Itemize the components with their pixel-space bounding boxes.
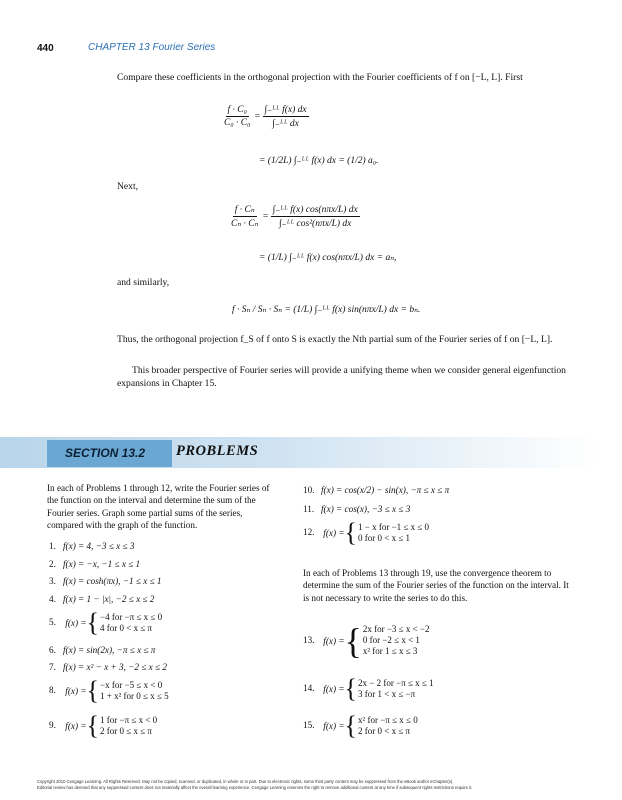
eq3-lhs-num: f · Cₙ bbox=[234, 205, 255, 215]
equation-an-result: = (1/L) ∫₋ᴸᴸ f(x) cos(nπx/L) dx = aₙ, bbox=[259, 253, 397, 263]
problem-12: 12. f(x) = { 1 − x for −1 ≤ x ≤ 0 0 for 0 < x ≤ 1 bbox=[303, 518, 430, 547]
section-number: SECTION 13.2 bbox=[65, 446, 146, 460]
perspective-paragraph: This broader perspective of Fourier series will provide a unifying theme when we consider general eigenfunction expansions in Chapter 15. bbox=[117, 365, 566, 389]
eq3-rhs-den: ∫₋ᴸᴸ cos²(nπx/L) dx bbox=[278, 219, 352, 229]
right-instructions: In each of Problems 13 through 19, use the convergence theorem to determine the sum of the Fourier series of the function on the interval. It is not necessary to write the series to do this. bbox=[303, 568, 569, 603]
brace-icon: { bbox=[86, 711, 100, 740]
problem-7: 7. f(x) = x² − x + 3, −2 ≤ x ≤ 2 bbox=[49, 662, 167, 672]
problem-8: 8. f(x) = { −x for −5 ≤ x < 0 1 + x² for 0 ≤ x ≤ 5 bbox=[49, 676, 169, 705]
equation-bn: f · Sₙ / Sₙ · Sₙ = (1/L) ∫₋ᴸᴸ f(x) sin(nπx/L) dx = bₙ. bbox=[232, 305, 421, 315]
problem-6: 6. f(x) = sin(2x), −π ≤ x ≤ π bbox=[49, 645, 156, 655]
brace-icon: { bbox=[344, 674, 358, 703]
brace-icon: { bbox=[86, 676, 100, 705]
similarly-label: and similarly, bbox=[117, 277, 170, 288]
equation-a0-ratio: $\frac{\text{f · C₀}}{\text{C₀ · C₀}}$ = $\frac{\text{∫₋ᴸᴸ f(x) dx}}{\text{∫₋ᴸᴸ dx}}$ bbox=[224, 105, 307, 129]
projection-paragraph: Thus, the orthogonal projection f_S of f onto S is exactly the Nth partial sum of the Fourier series of f on [−L, L]. bbox=[117, 334, 553, 345]
section-title: PROBLEMS bbox=[176, 443, 259, 459]
eq1-lhs-num: f · C₀ bbox=[227, 105, 247, 115]
page-number: 440 bbox=[37, 43, 54, 54]
chapter-title: CHAPTER 13 Fourier Series bbox=[88, 42, 216, 53]
brace-icon: { bbox=[344, 518, 358, 547]
next-label: Next, bbox=[117, 181, 139, 192]
eq1-rhs-num: ∫₋ᴸᴸ f(x) dx bbox=[264, 105, 307, 115]
equation-an-ratio: $\frac{\text{f · Cₙ}}{\text{Cₙ · Cₙ}}$ = $\frac{\text{∫₋ᴸᴸ f(x) cos(nπx/L) dx}}{\text{∫₋ᴸᴸ cos²(nπx/L) dx}}$ bbox=[231, 205, 358, 229]
eq1-lhs-den: C₀ · C₀ bbox=[224, 118, 251, 128]
problem-15: 15. f(x) = { x² for −π ≤ x ≤ 0 2 for 0 < x ≤ π bbox=[303, 711, 418, 740]
eq3-rhs-num: ∫₋ᴸᴸ f(x) cos(nπx/L) dx bbox=[272, 205, 358, 215]
problem-5: 5. f(x) = { −4 for −π ≤ x ≤ 0 4 for 0 < x ≤ π bbox=[49, 608, 163, 637]
problem-2: 2. f(x) = −x, −1 ≤ x ≤ 1 bbox=[49, 559, 141, 569]
problem-13: 13. f(x) = { 2x for −3 ≤ x < −2 0 for −2 ≤ x < 1 x² for 1 ≤ x ≤ 3 bbox=[303, 620, 430, 661]
eq1-rhs-den: ∫₋ᴸᴸ dx bbox=[272, 119, 299, 129]
problem-1: 1. f(x) = 4, −3 ≤ x ≤ 3 bbox=[49, 541, 135, 551]
intro-paragraph: Compare these coefficients in the orthogonal projection with the Fourier coefficients of f on [−L, L]. First bbox=[117, 72, 523, 83]
left-instructions: In each of Problems 1 through 12, write the Fourier series of the function on the interval and determine the sum of the Fourier series. Graph some partial sums of the series, compared with the graph of the function. bbox=[47, 483, 270, 531]
equation-a0-result: = (1/2L) ∫₋ᴸᴸ f(x) dx = (1/2) a₀. bbox=[259, 156, 379, 166]
problem-4: 4. f(x) = 1 − |x|, −2 ≤ x ≤ 2 bbox=[49, 594, 155, 604]
brace-icon: { bbox=[86, 608, 100, 637]
copyright-footer: Copyright 2010 Cengage Learning. All Rights Reserved. May not be copied, scanned, or duplicated, in whole or in part. Due to electronic rights, some third party content may be suppressed from the eBook and/or eChapter(s). Editorial review has deemed that any suppressed content does not materially affect the overall learning experience. Cengage Learning reserves the right to remove additional content at any time if subsequent rights restrictions require it. bbox=[37, 779, 473, 790]
problem-3: 3. f(x) = cosh(πx), −1 ≤ x ≤ 1 bbox=[49, 576, 162, 586]
problem-9: 9. f(x) = { 1 for −π ≤ x < 0 2 for 0 ≤ x ≤ π bbox=[49, 711, 158, 740]
problem-10: 10. f(x) = cos(x/2) − sin(x), −π ≤ x ≤ π bbox=[303, 485, 450, 495]
problem-14: 14. f(x) = { 2x − 2 for −π ≤ x ≤ 1 3 for 1 < x ≤ −π bbox=[303, 674, 434, 703]
brace-icon: { bbox=[344, 711, 358, 740]
eq3-lhs-den: Cₙ · Cₙ bbox=[231, 219, 259, 229]
problem-11: 11. f(x) = cos(x), −3 ≤ x ≤ 3 bbox=[303, 504, 411, 514]
brace-icon: { bbox=[344, 620, 362, 661]
